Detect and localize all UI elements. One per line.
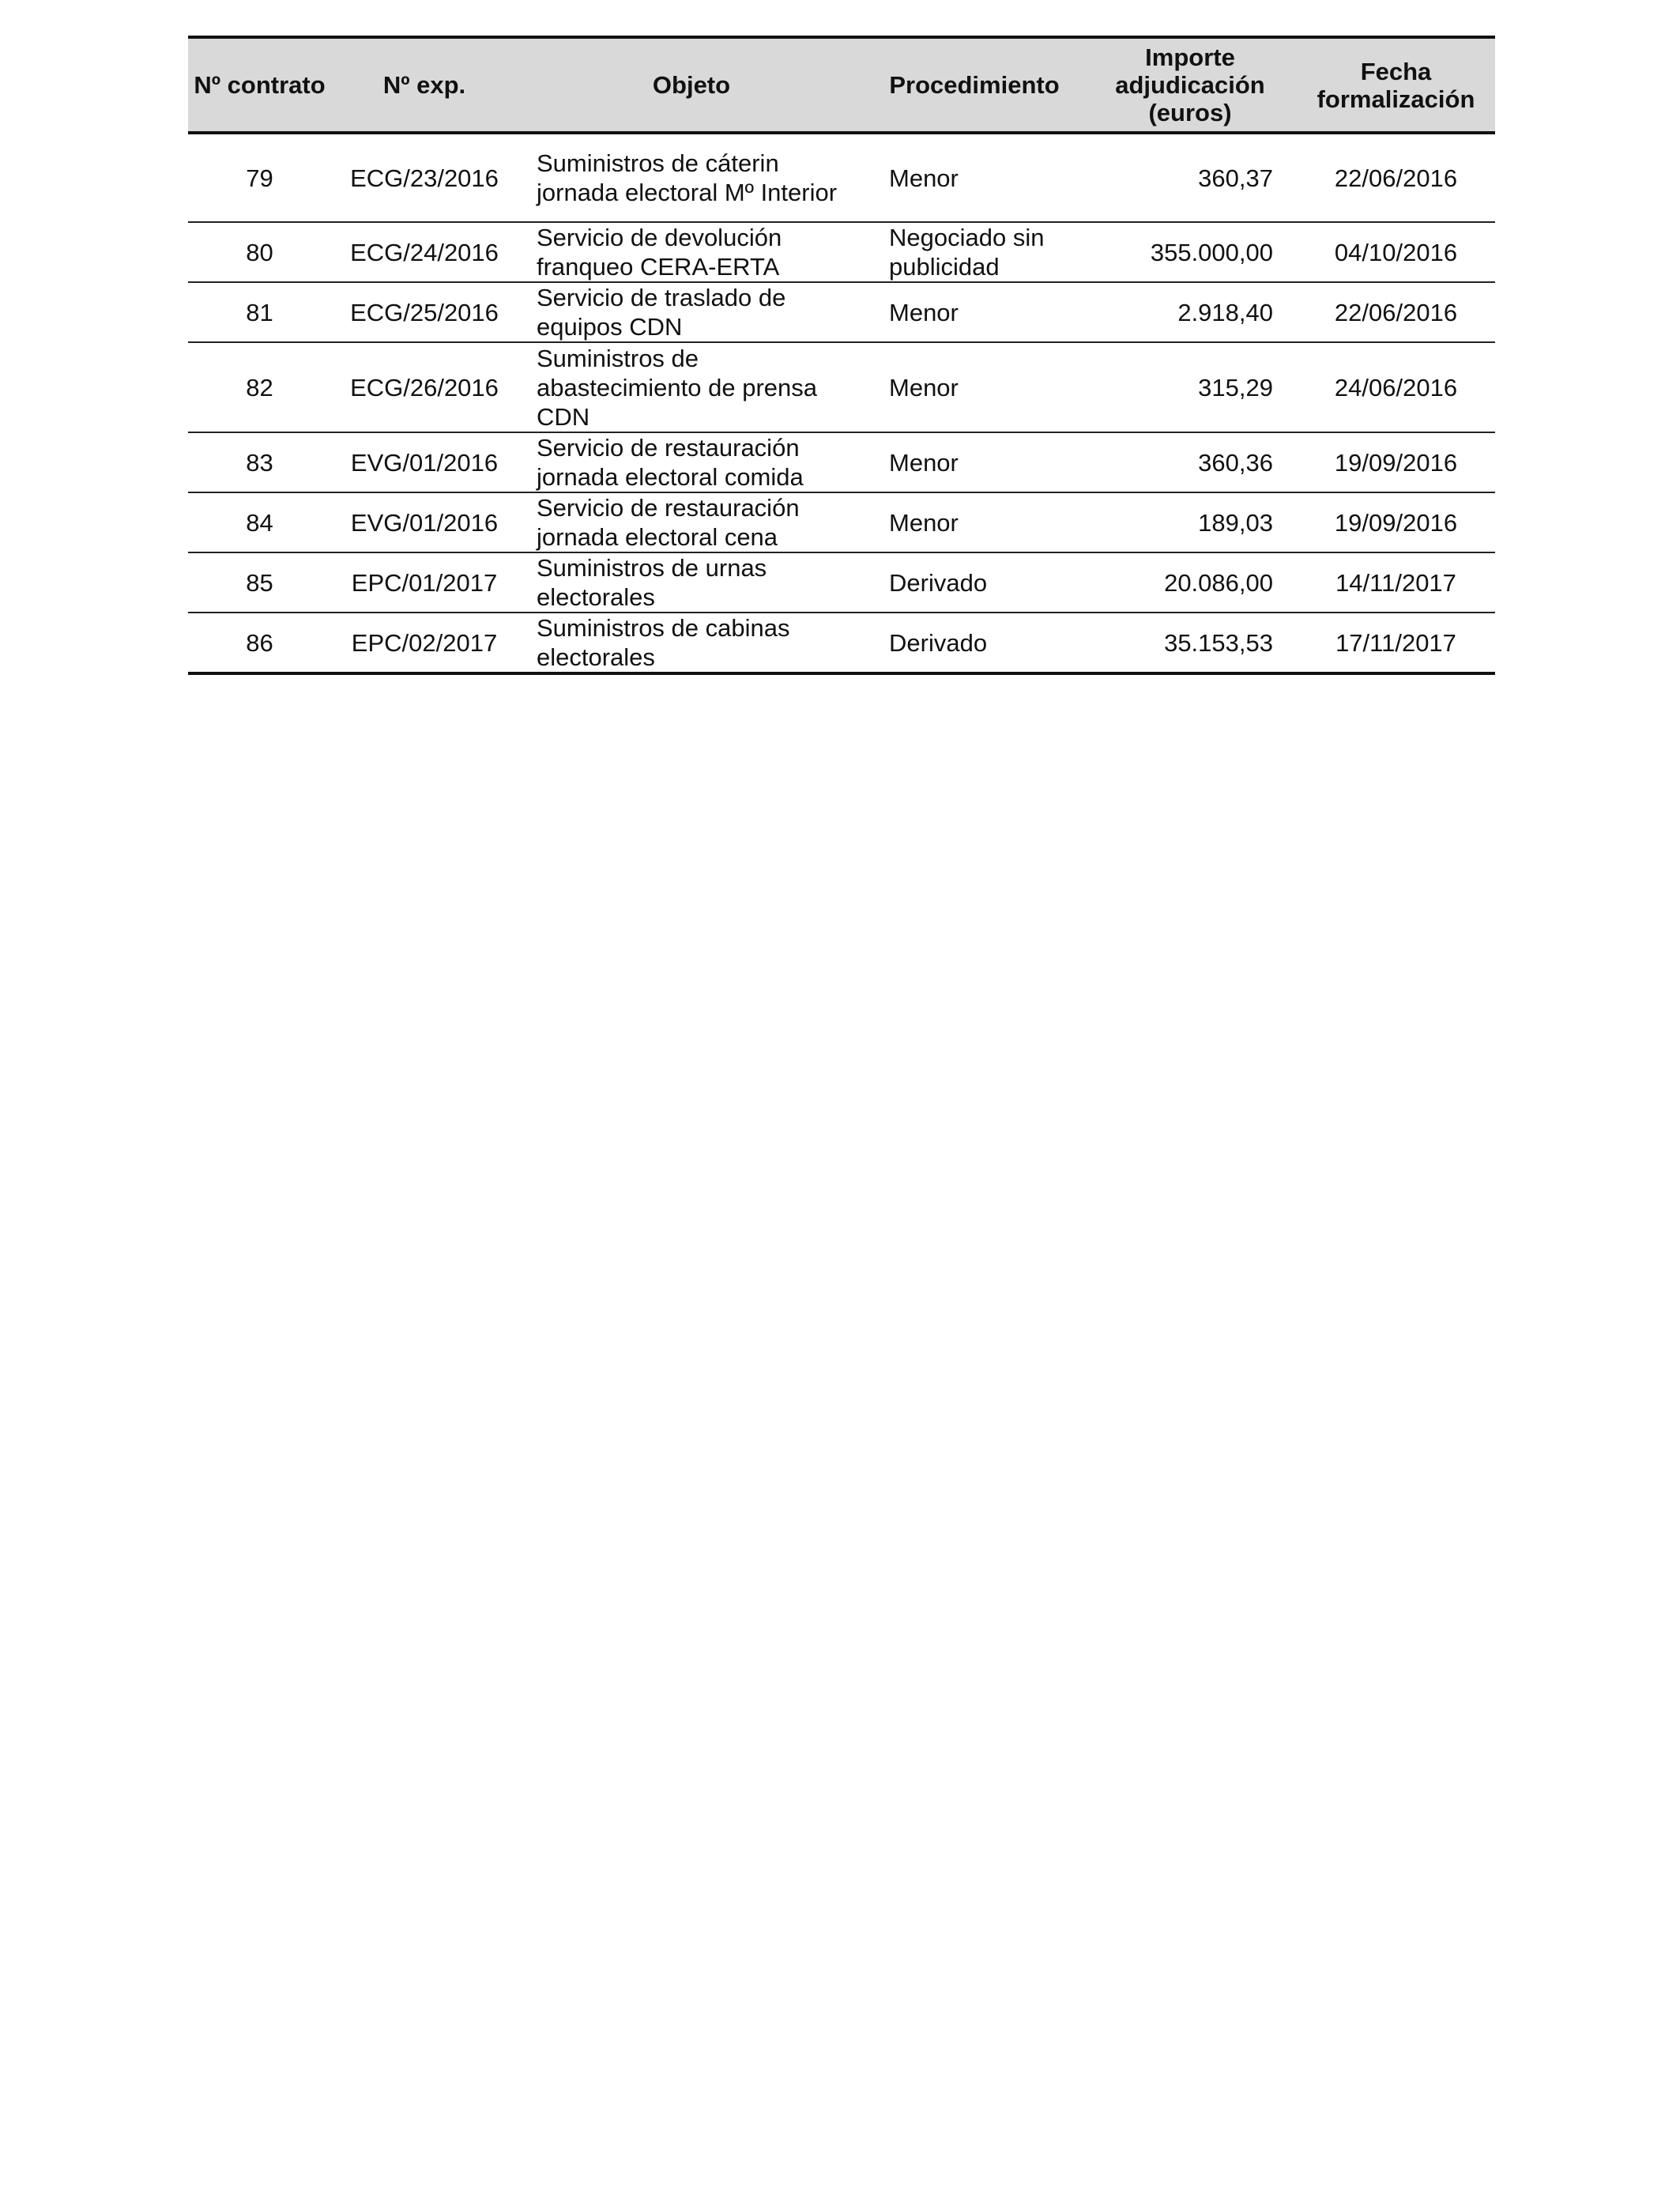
cell-objeto: Servicio de traslado de equipos CDN: [518, 282, 865, 342]
cell-importe: 355.000,00: [1083, 222, 1297, 282]
cell-fecha: 17/11/2017: [1297, 613, 1495, 673]
cell-procedimiento: Derivado: [865, 552, 1083, 613]
cell-importe: 315,29: [1083, 342, 1297, 432]
cell-contrato: 79: [188, 133, 331, 222]
cell-contrato: 81: [188, 282, 331, 342]
cell-procedimiento: Negociado sin publicidad: [865, 222, 1083, 282]
cell-contrato: 82: [188, 342, 331, 432]
header-fecha: Fecha formalización: [1297, 37, 1495, 133]
cell-exp: EPC/01/2017: [331, 552, 518, 613]
cell-importe: 360,36: [1083, 432, 1297, 492]
contracts-table: [188, 36, 1495, 675]
cell-objeto: Servicio de restauración jornada electoral cena: [518, 492, 865, 552]
cell-fecha: 19/09/2016: [1297, 432, 1495, 492]
cell-fecha: 04/10/2016: [1297, 222, 1495, 282]
cell-objeto: Suministros de cáterin jornada electoral Mº Interior: [518, 133, 865, 222]
cell-exp: EPC/02/2017: [331, 613, 518, 673]
table-row: [188, 552, 1495, 613]
header-exp: Nº exp.: [331, 37, 518, 133]
header-importe: Importe adjudicación (euros): [1083, 37, 1297, 133]
cell-fecha: 24/06/2016: [1297, 342, 1495, 432]
cell-procedimiento: Menor: [865, 282, 1083, 342]
cell-contrato: 85: [188, 552, 331, 613]
cell-importe: 35.153,53: [1083, 613, 1297, 673]
header-procedimiento: Procedimiento: [865, 37, 1083, 133]
cell-importe: 2.918,40: [1083, 282, 1297, 342]
table-row: [188, 133, 1495, 222]
cell-importe: 360,37: [1083, 133, 1297, 222]
header-contrato: Nº contrato: [188, 37, 331, 133]
cell-procedimiento: Menor: [865, 133, 1083, 222]
cell-contrato: 80: [188, 222, 331, 282]
cell-exp: ECG/26/2016: [331, 342, 518, 432]
cell-fecha: 22/06/2016: [1297, 133, 1495, 222]
cell-exp: EVG/01/2016: [331, 492, 518, 552]
cell-objeto: Servicio de restauración jornada electoral comida: [518, 432, 865, 492]
cell-exp: ECG/24/2016: [331, 222, 518, 282]
cell-objeto: Suministros de cabinas electorales: [518, 613, 865, 673]
cell-fecha: 22/06/2016: [1297, 282, 1495, 342]
table-row: [188, 613, 1495, 673]
cell-fecha: 19/09/2016: [1297, 492, 1495, 552]
header-objeto: Objeto: [518, 37, 865, 133]
cell-contrato: 86: [188, 613, 331, 673]
table-row: [188, 222, 1495, 282]
table-header-row: [188, 37, 1495, 133]
cell-contrato: 84: [188, 492, 331, 552]
table-row: [188, 432, 1495, 492]
cell-importe: 20.086,00: [1083, 552, 1297, 613]
cell-procedimiento: Menor: [865, 432, 1083, 492]
cell-exp: ECG/25/2016: [331, 282, 518, 342]
cell-procedimiento: Menor: [865, 342, 1083, 432]
cell-objeto: Servicio de devolución franqueo CERA-ERTA: [518, 222, 865, 282]
cell-procedimiento: Derivado: [865, 613, 1083, 673]
cell-fecha: 14/11/2017: [1297, 552, 1495, 613]
cell-importe: 189,03: [1083, 492, 1297, 552]
table-row: [188, 342, 1495, 432]
cell-exp: EVG/01/2016: [331, 432, 518, 492]
cell-objeto: Suministros de urnas electorales: [518, 552, 865, 613]
cell-contrato: 83: [188, 432, 331, 492]
table-row: [188, 282, 1495, 342]
cell-procedimiento: Menor: [865, 492, 1083, 552]
cell-objeto: Suministros de abastecimiento de prensa CDN: [518, 342, 865, 432]
table-row: [188, 492, 1495, 552]
cell-exp: ECG/23/2016: [331, 133, 518, 222]
